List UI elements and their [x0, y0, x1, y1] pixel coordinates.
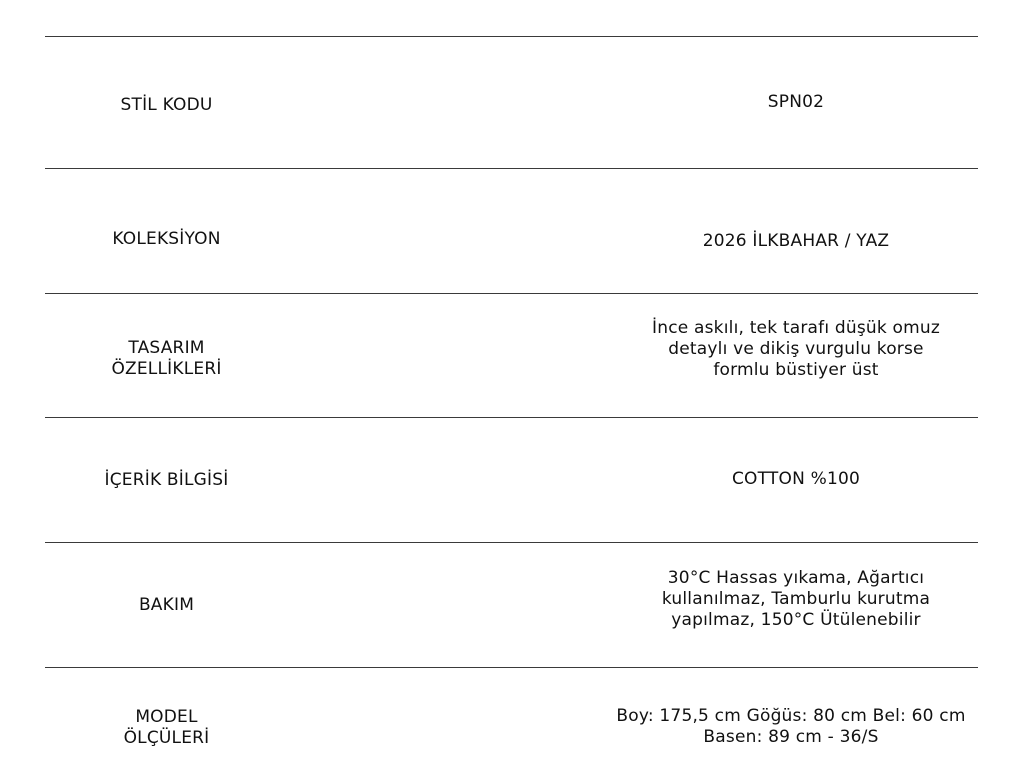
spec-label: TASARIM ÖZELLİKLERİ [111, 337, 222, 379]
spec-value: İnce askılı, tek tarafı düşük omuz detaylı ve dikiş vurgulu korse formlu büstiyer üst [652, 318, 940, 380]
spec-row-model-measurements [45, 668, 978, 768]
product-spec-table [45, 36, 978, 768]
spec-value: Boy: 175,5 cm Göğüs: 80 cm Bel: 60 cm Basen: 89 cm - 36/S [616, 706, 966, 747]
spec-label: KOLEKSİYON [112, 228, 221, 249]
spec-value: 30°C Hassas yıkama, Ağartıcı kullanılmaz, Tamburlu kurutma yapılmaz, 150°C Ütülenebilir [661, 568, 931, 630]
spec-row-care [45, 543, 978, 667]
spec-label: İÇERİK BİLGİSİ [104, 469, 229, 490]
spec-value: COTTON %100 [731, 469, 861, 489]
spec-value: SPN02 [767, 92, 825, 112]
spec-row-style-code [45, 37, 978, 168]
spec-label: MODEL ÖLÇÜLERİ [123, 707, 210, 748]
spec-row-collection [45, 169, 978, 293]
spec-value: 2026 İLKBAHAR / YAZ [702, 231, 890, 251]
spec-row-design-features [45, 294, 978, 417]
spec-label: STİL KODU [120, 95, 213, 115]
spec-label: BAKIM [138, 594, 195, 615]
spec-row-content-info [45, 418, 978, 542]
